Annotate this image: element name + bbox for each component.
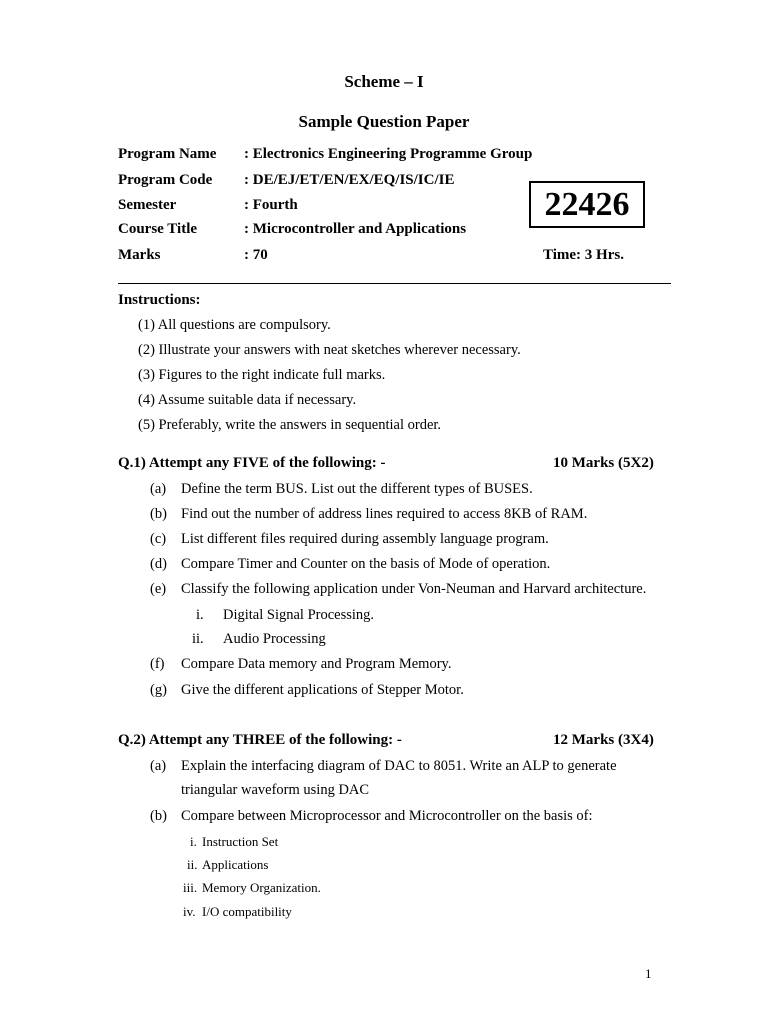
q1-sub-item-label: ii. xyxy=(192,631,204,647)
q1-item-text: List different files required during assembly language program. xyxy=(181,531,549,547)
q1-item-text: Define the term BUS. List out the different types of BUSES. xyxy=(181,481,533,497)
q2-sub-item-text: Applications xyxy=(202,857,269,872)
exam-time: Time: 3 Hrs. xyxy=(543,247,624,263)
scheme-title: Scheme – I xyxy=(344,72,424,91)
q1-sub-item-label: i. xyxy=(196,607,204,623)
instruction-item: (4) Assume suitable data if necessary. xyxy=(138,392,357,408)
instruction-item: (5) Preferably, write the answers in sequential order. xyxy=(138,417,442,433)
q2-heading: Q.2) Attempt any THREE of the following: - xyxy=(118,732,402,748)
meta-label-marks: Marks xyxy=(118,247,161,263)
q1-marks: 10 Marks (5X2) xyxy=(553,455,654,471)
meta-label-program-name: Program Name xyxy=(118,146,217,162)
instruction-item: (2) Illustrate your answers with neat sketches wherever necessary. xyxy=(138,342,521,358)
q1-item-label: (b) xyxy=(150,506,167,522)
q1-item-text: Compare Data memory and Program Memory. xyxy=(181,656,452,672)
meta-value-course-title: : Microcontroller and Applications xyxy=(244,221,467,237)
page-number: 1 xyxy=(645,966,652,981)
instruction-item: (3) Figures to the right indicate full marks. xyxy=(138,367,386,383)
q1-item-text: Classify the following application under Von-Neuman and Harvard architecture. xyxy=(181,581,647,597)
meta-value-marks: : 70 xyxy=(244,247,268,263)
q1-heading: Q.1) Attempt any FIVE of the following: - xyxy=(118,455,386,471)
meta-value-semester: : Fourth xyxy=(244,197,298,213)
q2-item-a-line1: Explain the interfacing diagram of DAC to 8051. Write an ALP to generate xyxy=(181,758,617,774)
instruction-item: (1) All questions are compulsory. xyxy=(138,317,331,333)
q2-sub-item-text: I/O compatibility xyxy=(202,904,292,919)
q2-sub-item-label: i. xyxy=(190,834,197,849)
q2-item-label: (b) xyxy=(150,808,167,824)
q1-item-text: Give the different applications of Stepper Motor. xyxy=(181,682,464,698)
q2-marks: 12 Marks (3X4) xyxy=(553,732,654,748)
q1-item-label: (e) xyxy=(150,581,167,597)
meta-label-course-title: Course Title xyxy=(118,221,198,237)
header-divider xyxy=(118,283,671,284)
q1-item-label: (a) xyxy=(150,481,167,497)
instructions-heading: Instructions: xyxy=(118,292,201,308)
meta-label-program-code: Program Code xyxy=(118,172,213,188)
q2-item-label: (a) xyxy=(150,758,167,774)
meta-label-semester: Semester xyxy=(118,197,177,213)
q2-sub-item-label: iv. xyxy=(183,904,196,919)
q2-sub-item-label: iii. xyxy=(183,880,198,895)
meta-value-program-name: : Electronics Engineering Programme Group xyxy=(244,146,533,162)
q2-sub-item-label: ii. xyxy=(187,857,198,872)
q1-item-label: (c) xyxy=(150,531,167,547)
q2-sub-item-text: Memory Organization. xyxy=(202,880,321,895)
q2-sub-item-text: Instruction Set xyxy=(202,834,279,849)
q2-item-a-line2: triangular waveform using DAC xyxy=(181,782,370,798)
q1-sub-item-text: Audio Processing xyxy=(223,631,326,647)
page-title: Sample Question Paper xyxy=(298,112,470,131)
meta-value-program-code: : DE/EJ/ET/EN/EX/EQ/IS/IC/IE xyxy=(244,172,455,188)
q1-item-label: (f) xyxy=(150,656,165,672)
q1-item-label: (d) xyxy=(150,556,167,572)
q2-item-b-text: Compare between Microprocessor and Microcontroller on the basis of: xyxy=(181,808,593,824)
q1-item-text: Compare Timer and Counter on the basis of Mode of operation. xyxy=(181,556,551,572)
q1-item-text: Find out the number of address lines required to access 8KB of RAM. xyxy=(181,506,588,522)
q1-item-label: (g) xyxy=(150,682,167,698)
course-code-box: 22426 xyxy=(529,181,645,228)
q1-sub-item-text: Digital Signal Processing. xyxy=(223,607,375,623)
